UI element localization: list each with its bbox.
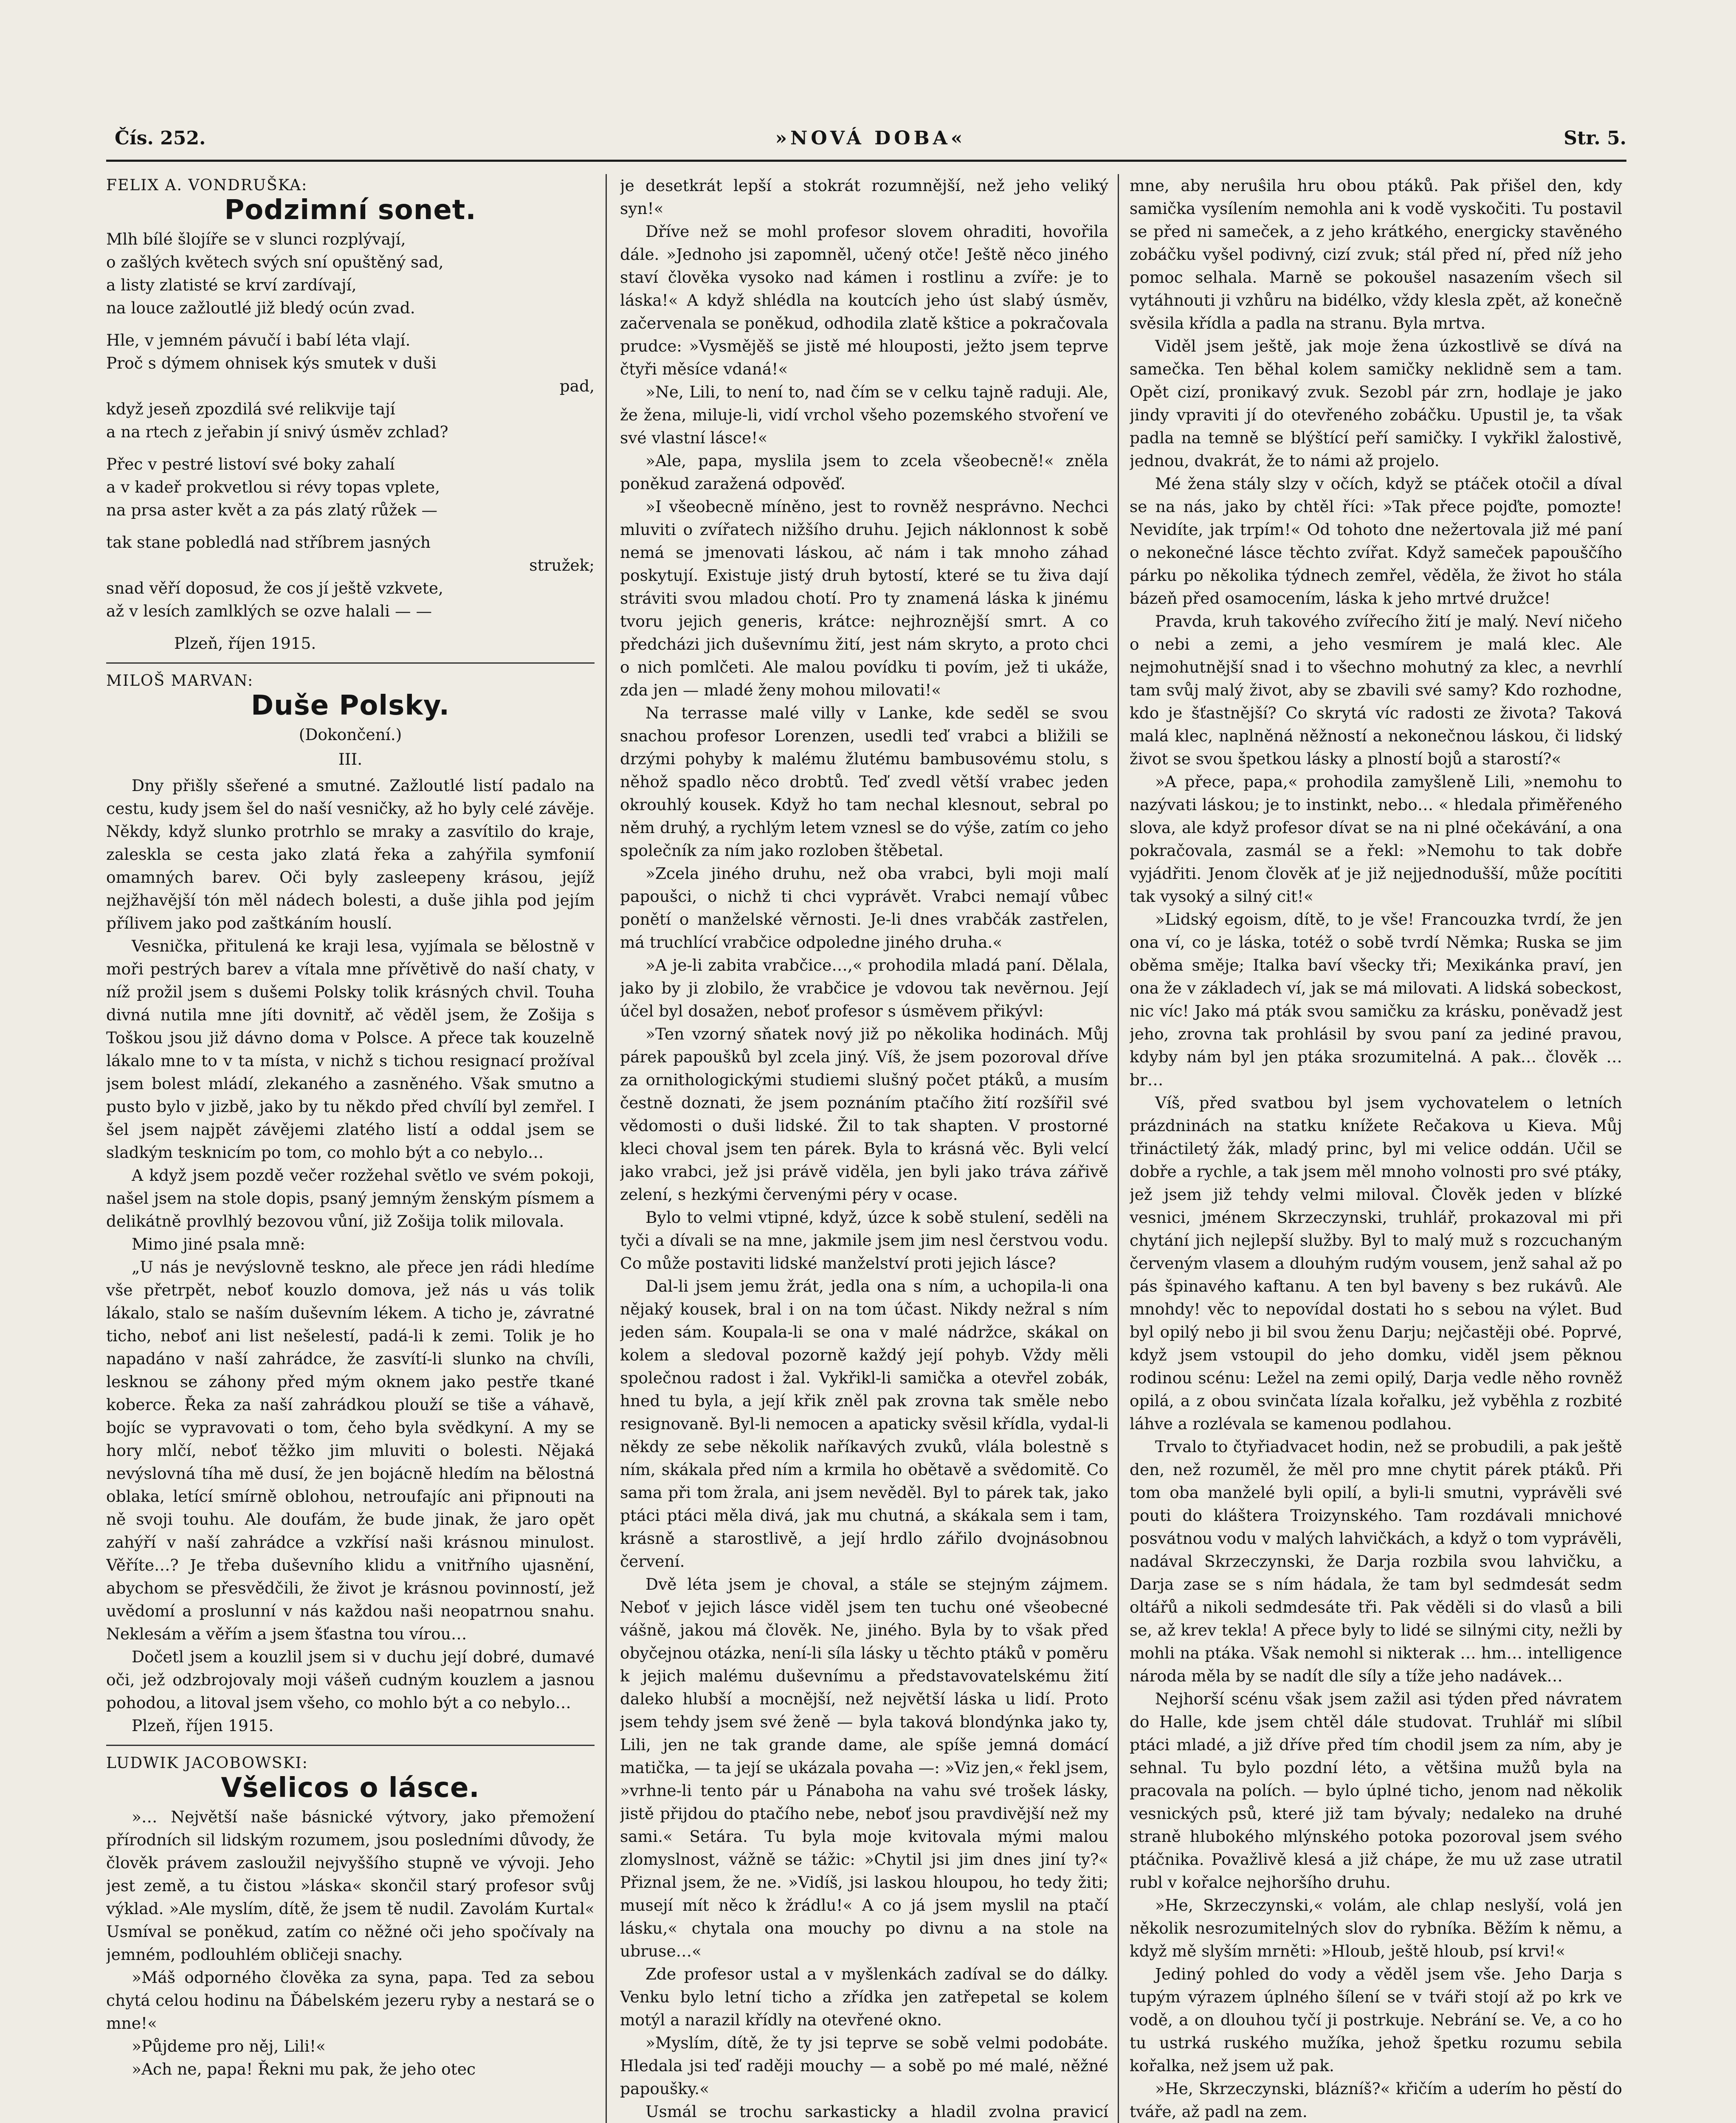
poem-line: stružek;: [529, 556, 595, 574]
poem-line: pad,: [559, 377, 595, 395]
paragraph: »… Největší naše básnické výtvory, jako přemožení přírodních sil lidským rozumem, jsou posledními důvody, že člověk právem zasloužil nejvyššího stupně ve vývoji. Jeho jest země, a tu čistou »láska« skončil starý profesor svůj výklad. »Ale myslím, dítě, že jsem tě nudil. Zavolám Kurtal« Usmíval se poněkud, zatím co něžné oči jeho spočívaly na jemném, podlouhlém obličeji snachy.: [106, 1808, 595, 1964]
paragraph: »Máš odporného člověka za syna, papa. Ted za sebou chytá celou hodinu na Ďábelském jezeru ryby a nestará se o mne!«: [106, 1968, 595, 2033]
article-separator: [106, 662, 595, 664]
paragraph: »Myslím, dítě, že ty jsi teprve se sobě velmi podobáte. Hledala jsi teď raději mouchy — a sobě po mé malé, něžné papoušky.«: [620, 2033, 1108, 2098]
paragraph: »Půjdeme pro něj, Lili!«: [132, 2037, 326, 2055]
poem-line: Proč s dýmem ohnisek kýs smutek v duši: [106, 354, 437, 372]
poem-line: tak stane pobledlá nad stříbrem jasných: [106, 533, 431, 552]
poem-line: na prsa aster květ a za pás zlatý růžek —: [106, 501, 437, 519]
poem-signature: Plzeň, říjen 1915.: [174, 634, 316, 653]
story2-body: [106, 1805, 595, 2081]
paragraph: mne, aby neruŝila hru obou ptáků. Pak přišel den, kdy samička vysílením nemohla ani k vodě vyskočiti. Tu postavil se před ni sameček, a z jeho krátkého, energicky stavěného zobáčku vyšel podivný, cizí zvuk; stál před ní, před níž jeho pomoc selhala. Marně se pokoušel nasazením všech sil vytáhnouti ji vzhůru na bidélko, vždy klesla zpět, až konečně svěsila křídla a padla na stranu. Byla mrtva.: [1130, 176, 1622, 332]
column-divider: [606, 174, 607, 2123]
newspaper-title: »NOVÁ DOBA«: [775, 127, 966, 149]
poem-body: [106, 228, 595, 622]
paragraph: Dal-li jsem jemu žrát, jedla ona s ním, a uchopila-li ona nějaký kousek, bral i on na tom účast. Nikdy nežral s ním jeden sám. Koupala-li se ona v malé nádržce, skákal on kolem a sledoval pozorně každý její pohyb. Vždy měli společnou radost i žal. Vykřikl-li samička a otevřel zobák, hned tu byla, a její křik zněl pak zrovna tak směle nebo resignovaně. Byl-li nemocen a apaticky svěsil křídla, vydal-li někdy ze sebe několik naříkavých zvuků, vlála bolestně s ním, skákala před ním a krmila ho obětavě a svědomitě. Co sama při tom žrala, ani jsem nevěděl. Byl to párek tak, jako ptáci ptáci měla divá, jak mu chutná, a skákala sem i tam, krásně a starostlivě, a její hrdlo zářilo dvojnásobnou červení.: [620, 1277, 1108, 1571]
paragraph: Bylo to velmi vtipné, když, úzce k sobě stulení, seděli na tyči a dívali se na mne, jakmile jsem jim nesl čerstvou vodu. Co může postaviti lidské manželství proti jejich lásce?: [620, 1208, 1108, 1273]
paragraph: je desetkrát lepší a stokrát rozumnější, než jeho veliký syn!«: [620, 176, 1108, 218]
paragraph: Víš, před svatbou byl jsem vychovatelem o letních prázdninách na statku knížete Rečakova u Kieva. Můj třináctiletý žák, mladý princ, byl mi velice oddán. Učil se dobře a rychle, a tak jsem měl mnoho volnosti pro své ptáky, jež jsem již tehdy velmi miloval. Člověk jeden v blízké vesnici, jménem Skrzeczynski, truhlář, prokazoval mi při chytání jich nejlepší služby. Byl to malý muž s rozcuchaným červeným vlasem a dlouhým rudým vousem, jenž sahal až po pás špinavého kaftanu. A ten byl baveny s bez rukávů. Ale mnohdy! věc to nepovídal dostati ho s sebou na výlet. Bud byl opilý nebo ji bil svou ženu Darju; nejčastěji obé. Poprvé, když jsem vstoupil do jeho domku, viděl jsem pěknou rodinou scénu: Ležel na zemi opilý, Darja vedle něho rovněž opilá, a z obou svinčata lízala kořalku, jež vyběhla z rozbité láhve a rozlévala se kamenou podlahou.: [1130, 1093, 1622, 1433]
paragraph: Dočetl jsem a kouzlil jsem si v duchu její dobré, dumavé oči, jež odzbrojovaly moji vášeň cudným kouzlem a jasnou pohodou, a litoval jsem všeho, co mohlo být a co nebylo…: [106, 1647, 595, 1712]
paragraph: Dny přišly sšeřené a smutné. Zažloutlé listí padalo na cestu, kudy jsem šel do naší vesničky, až ho byly celé závěje. Někdy, když slunko protrhlo se mraky a zasvítilo do kraje, zaleskla se cesta jako zlatá řeka a zahýřila symfonií omamných barev. Oči byly zasleepeny krásou, jejíž nejžhavější tón měl nádech bolesti, a duše jihla pod jejím přílivem jako pod zaštkáním houslí.: [106, 776, 595, 932]
poem-line: a listy zlatisté se krví zardívají,: [106, 276, 357, 294]
poem-line: až v lesích zamlklých se ozve halali — —: [106, 602, 432, 620]
paragraph: Trvalo to čtyřiadvacet hodin, než se probudili, a pak ještě den, než rozuměl, že měl pro mne chytit párek ptáků. Při tom oba manželé byli opilí, a byli-li smutni, vyprávěli své pouti do kláštera Troizynského. Tam rozdávali mnichové posvátnou vodu v malých lahvičkách, a když o tom vyprávěli, nadával Skrzeczynski, že Darja rozbila svou lahvičku, a Darja zase se s ním hádala, že tam byl sedmdesát sedm oltářů a nikoli sedmdesáte tři. Pak věděli si do vlasů a bili se, až krev tekla! A přece byly to lidé se silnými city, nežli by mohli na ptáka. Však nemohl si nikterak … hm… intelligence národa měla by se nadít dle síly a tíže jeho nadávek…: [1130, 1437, 1622, 1685]
paragraph: Dříve než se mohl profesor slovem ohraditi, hovořila dále. »Jednoho jsi zapomněl, učený otče! Ještě něco jiného staví člověka vysoko nad kámen i rostlinu a zvíře: je to láska!« A když shlédla na koutcích jeho úst slabý úsměv, začervenala se poněkud, odhodila zlatě kštice a pokračovala prudce: »Vysmějěš se jistě mé hlouposti, ježto jsem teprve čtyři měsíce vdaná!«: [620, 222, 1108, 378]
paragraph: Dvě léta jsem je choval, a stále se stejným zájmem. Neboť v jejich lásce viděl jsem ten tuchu oné všeobecné vášně, jakou má člověk. Ne, jiného. Byla by to však před obyčejnou otázka, není-li síla lásky u těchto ptáků v poměru k jejich malému duševnímu a představovatelskému žití daleko hlubší a mocnější, než největší láska u lidí. Proto jsem tehdy jsem své ženě — byla taková blondýnka jako ty, Lili, jen ne tak grande dame, ale spíše jemná domácí matička, — ta její se ukázala povaha —: »Viz jen,« řekl jsem, »vrhne-li tento pár u Pánaboha na vahu své trošek lásky, jistě přijdou do ptačího nebe, neboť jsou pravdivější než my sami.« Setára. Tu byla moje kvitovala mými malou zlomyslnost, vážně se tážic: »Chytil jsi jim dnes jiní ty?« Přiznal jsem, že ne. »Vidíš, jsi laskou hloupou, ho tedy žiti; musejí mít něco k žrádlu!« A co já jsem myslil na ptačí lásku,« chytala ona mouchy po divnu a na stole na ubruse…«: [620, 1575, 1108, 1960]
poem-line: na louce zažloutlé již bledý ocún zvad.: [106, 298, 415, 317]
story-note: (Dokončení.): [299, 725, 402, 744]
poem-title: Podzimní sonet.: [224, 194, 476, 226]
paragraph: A když jsem pozdě večer rozžehal světlo ve svém pokoji, našel jsem na stole dopis, psaný jemným ženským písmem a delikátně provlhlý bezovou vůní, již Zošija tolik milovala.: [106, 1166, 595, 1230]
page-number: Str. 5.: [1564, 127, 1626, 149]
column-2: [620, 174, 1108, 2123]
poem-line: a v kadeř prokvetlou si révy topas vplete,: [106, 478, 440, 496]
paragraph: Vesnička, přitulená ke kraji lesa, vyjímala se bělostně v moři pestrých barev a vítala mne přívětivě do naší chaty, v níž prožil jsem s dušemi Polsky tolik krásných chvil. Touha divná nutila mne jíti dovnitř, ač věděl jsem, že Zošija s Toškou jsou již dávno doma v Polsce. A přece tak kouzelně lákalo mne to v ta místa, v nichž s tichou resignací prožíval jsem bolest mládí, zlekaného a zasněného. Však smutno a pusto bylo v jizbě, jako by tu někdo před chvílí byl zemřel. I šel jsem najpět závějemi zlatého listí a oddal jsem se sladkým tesknicím po tom, co mohlo být a co nebylo…: [106, 937, 595, 1162]
poem-author: FELIX A. VONDRUŠKA:: [106, 177, 308, 194]
paragraph: »Ten vzorný sňatek nový již po několika hodinách. Můj párek papoušků byl zcela jiný. Víš, že jsem pozoroval dříve za ornithologickými studiemi slušný počet ptáků, a musím čestně doznati, že jsem poznáním ptačího žití rozšířil své vědomosti o duši lidské. Žil to tak shapten. V prostorné kleci choval jsem ten párek. Byla to krásná věc. Byli velcí jako vrabci, jež jsi právě viděla, jen byli jako tráva zářivě zelení, s hezkými červenými péry v ocase.: [620, 1025, 1108, 1204]
story2-author: LUDWIK JACOBOWSKI:: [106, 1754, 308, 1772]
poem-line: Mlh bílé šlojíře se v slunci rozplývají,: [106, 230, 406, 248]
poem-line: když jeseň zpozdilá své relikvije tají: [106, 400, 395, 418]
article-separator: [106, 1745, 595, 1746]
story2-title: Všelicos o lásce.: [221, 1772, 480, 1804]
header-rule: [106, 160, 1626, 162]
poem-line: Hle, v jemném pávučí i babí léta vlají.: [106, 331, 411, 349]
paragraph: Usmál se trochu sarkasticky a hladil zvolna pravicí: [645, 2102, 1108, 2121]
page-header: [115, 127, 1626, 157]
paragraph: »He, Skrzeczynski, blázníš?« křičím a uderím ho pěstí do tváře, až padl na zem.: [1130, 2079, 1622, 2121]
story-body: [106, 774, 595, 1737]
paragraph: »Ne, Lili, to není to, nad čím se v celku tajně raduji. Ale, že žena, miluje-li, vidí vrchol všeho pozemského stvoření ve své vlastní lásce!«: [620, 383, 1108, 447]
poem-line: o zašlých květech svých sní opuštěný sad,: [106, 253, 444, 271]
paragraph: Na terrasse malé villy v Lanke, kde seděl se svou snachou profesor Lorenzen, usedli teď vrabci a bližili se drzými pohyby k malému žlutému bambusovému stolu, s něhož spadlo něco drobtů. Teď zvedl větší vrabec jeden okrouhlý kousek. Když ho tam nechal klesnout, sebral po něm druhý, a rychlým letem vznesl se do výše, zatím co jeho společník za ním jako rozloben štěbetal.: [620, 704, 1108, 860]
paragraph: »A přece, papa,« prohodila zamyšleně Lili, »nemohu to nazývati láskou; je to instinkt, nebo… « hledala přiměřeného slova, ale když profesor dívat se na ni plné očekávání, a ona pokračovala, zasmál se a řekl: »Nemohu to tak dobře vyjádřiti. Jenom člověk ať je již nejjednodušší, může pocítiti tak vysoký a silný cit!«: [1130, 772, 1622, 906]
column-3: [1130, 174, 1622, 2123]
paragraph: „U nás je nevýslovně teskno, ale přece jen rádi hledíme vše přetrpět, neboť kouzlo domova, jež nás u vás tolik lákalo, stalo se naším duševním lékem. A ticho je, závratné ticho, neboť ani list nešelestí, padá-li k zemi. Tolik je ho napadáno v naší zahrádce, že zasvítí-li slunko na chvíli, lesknou se záhony před mým oknem jako pestře tkané koberce. Řeka za naší zahrádkou plouží se tiše a váhavě, bojíc se vypravovati o tom, čeho byla svědkyní. A my se hory mlčí, neboť těžko jim mluviti o bolesti. Nějaká nevýslovná tíha mě dusí, že jen bojácně hledím na bělostná oblaka, letící smírně oblohou, netroufajíc ani připnouti na ně svoji touhu. Ale doufám, že bude jinak, že jaro opět zahýří v naší zahrádce a vzkřísí naši krásnou minulost. Věříte…? Je třeba duševního klidu a vnitřního ujasnění, abychom se přesvědčili, že život je krásnou povinností, jež uvědomí a proslunní v nás každou naši neopatrnou snahu. Neklesám a věřím a jsem šťastna tou vírou…: [106, 1258, 595, 1643]
poem-line: snad věří doposud, že cos jí ještě vzkvete,: [106, 579, 443, 597]
paragraph: Jediný pohled do vody a věděl jsem vše. Jeho Darja s tupým výrazem úplného šílení se v tváři stojí až po krk ve vodě, a on dlouhou tyčí ji postrkuje. Nebrání se. Ve, a co ho tu ustrká ruského mužíka, jehož špetku rozumu sebila kořalka, než jsem už pak.: [1130, 1965, 1622, 2075]
paragraph: Pravda, kruh takového zvířecího žití je malý. Neví ničeho o nebi a zemi, a jeho vesmírem je malá klec. Ale nejmohutnější snad i to všechno mohutný za klec, a nevrhlí tam svůj malý život, aby se zbavili své samy? Kdo rozhodne, kdo je šťastnější? Co skrytá víc radosti ze života? Taková malá klec, naplněná něžností a nekonečnou láskou, či lidský život se svou špetkou lásky a plností bojů a starostí?«: [1130, 612, 1622, 768]
issue-number: Čís. 252.: [115, 127, 206, 149]
paragraph: Mimo jiné psala mně:: [132, 1235, 305, 1253]
poem-line: a na rtech z jeřabin jí snivý úsměv zchlad?: [106, 422, 448, 441]
paragraph: Mé žena stály slzy v očích, když se ptáček otočil a díval se na nás, jako by chtěl říci: »Tak přece pojďte, pomozte! Nevidíte, jak trpím!« Od tohoto dne nežertovala již mé paní o nekonečné lásce těchto zvířat. Když sameček papouščího párku po několika týdnech zemřel, věděla, že život ho stála bázeň před osamocením, láska k jeho mrtvé družce!: [1130, 474, 1622, 608]
story-signature: Plzeň, říjen 1915.: [132, 1716, 274, 1735]
poem-line: Přec v pestré listoví své boky zahalí: [106, 455, 395, 473]
story-chapter: III.: [338, 750, 363, 769]
paragraph: »Ale, papa, myslila jsem to zcela všeobecně!« zněla poněkud zaražená odpověď.: [620, 451, 1108, 493]
paragraph: »Ach ne, papa! Řekni mu pak, že jeho otec: [132, 2060, 476, 2078]
paragraph: Nejhorší scénu však jsem zažil asi týden před návratem do Halle, kde jsem chtěl dále studovat. Truhlář mi slíbil ptáci mladé, a již dříve před tím chodil jsem za ním, aby je sehnal. Tu bylo pozdní léto, a většina mužů byla na pracovala na polích. — bylo úplné ticho, jenom nad několik vesnických psů, které již tam bývaly; nedaleko na druhé straně hlubokého mlýnského potoka pozoroval jsem svého ptáčnika. Považlivě klesá a již chápe, že mu už zase utratil rubl v kořalce nejhoršího druhu.: [1130, 1689, 1622, 1892]
paragraph: »I všeobecně míněno, jest to rovněž nesprávno. Nechci mluviti o zvířatech nižšího druhu. Jejich náklonnost k sobě nemá se jmenovati láskou, ač nám i tak mnoho záhad poskytují. Existuje jistý druh bytostí, které se tu živa dají stráviti svou mladou chotí. Pro ty znamená láska k jinému tvoru jejich generis, krátce: nejhroznější smrt. A co předcházi jich duševnímu žití, jest nám skryto, a proto chci o nich pomlčeti. Ale malou povídku ti povím, jež ti ukáže, zda jen — mladé ženy mohou milovati!«: [620, 497, 1108, 699]
paragraph: Zde profesor ustal a v myšlenkách zadíval se do dálky. Venku bylo letní ticho a zřídka jen zatřepetal se kolem motýl a narazil křídly na otevřené okno.: [620, 1965, 1108, 2029]
column-divider: [1118, 174, 1119, 2123]
paragraph: »He, Skrzeczynski,« volám, ale chlap neslyší, volá jen několik nesrozumitelných slov do rybníka. Běžím k němu, a když mě slyším mrněti: »Hloub, ještě hloub, psí krvi!«: [1130, 1896, 1622, 1960]
story-author: MILOŠ MARVAN:: [106, 672, 254, 690]
paragraph: »Zcela jiného druhu, než oba vrabci, byli moji malí papoušci, o nichž ti chci vyprávět. Vrabci nemají vůbec ponětí o manželské věrnosti. Je-li dnes vrabčák zastřelen, má truchlící vrabčice odpoledne jiného druha.«: [620, 864, 1108, 952]
paragraph: »Lidský egoism, dítě, to je vše! Francouzka tvrdí, že jen ona ví, co je láska, totéž o sobě tvrdí Němka; Ruska se jim oběma směje; Italka baví všecky tři; Mexikánka praví, jen ona že v základech ví, jak se má milovati. A lidská sobeckost, nic víc! Jako má pták svou samičku za krásku, poněvadž jest jeho, zrovna tak prohlásil by svou paní za jediné pravou, kdyby nám byl jen ptáka srozumitelná. A pak… člověk … br…: [1130, 910, 1622, 1089]
story-title: Duše Polsky.: [251, 690, 450, 721]
paragraph: »A je-li zabita vrabčice…,« prohodila mladá paní. Dělala, jako by ji zlobilo, že vrabčice je vdovou tak nevěrnou. Její účel byl dosažen, neboť profesor s úsměvem přikývl:: [620, 956, 1108, 1020]
paragraph: Viděl jsem ještě, jak moje žena úzkostlivě se dívá na samečka. Ten běhal kolem samičky neklidně sem a tam. Opět cizí, pronikavý zvuk. Sezobl pár zrn, hodlaje je jako jindy vpraviti jí do otevřeného zobáčku. Upustil je, ta však padla na temně se blýštící peří samičky. I vykřikl žalostivě, jednou, dvakrát, že to námi až projelo.: [1130, 337, 1622, 470]
column-1: [106, 174, 595, 2123]
